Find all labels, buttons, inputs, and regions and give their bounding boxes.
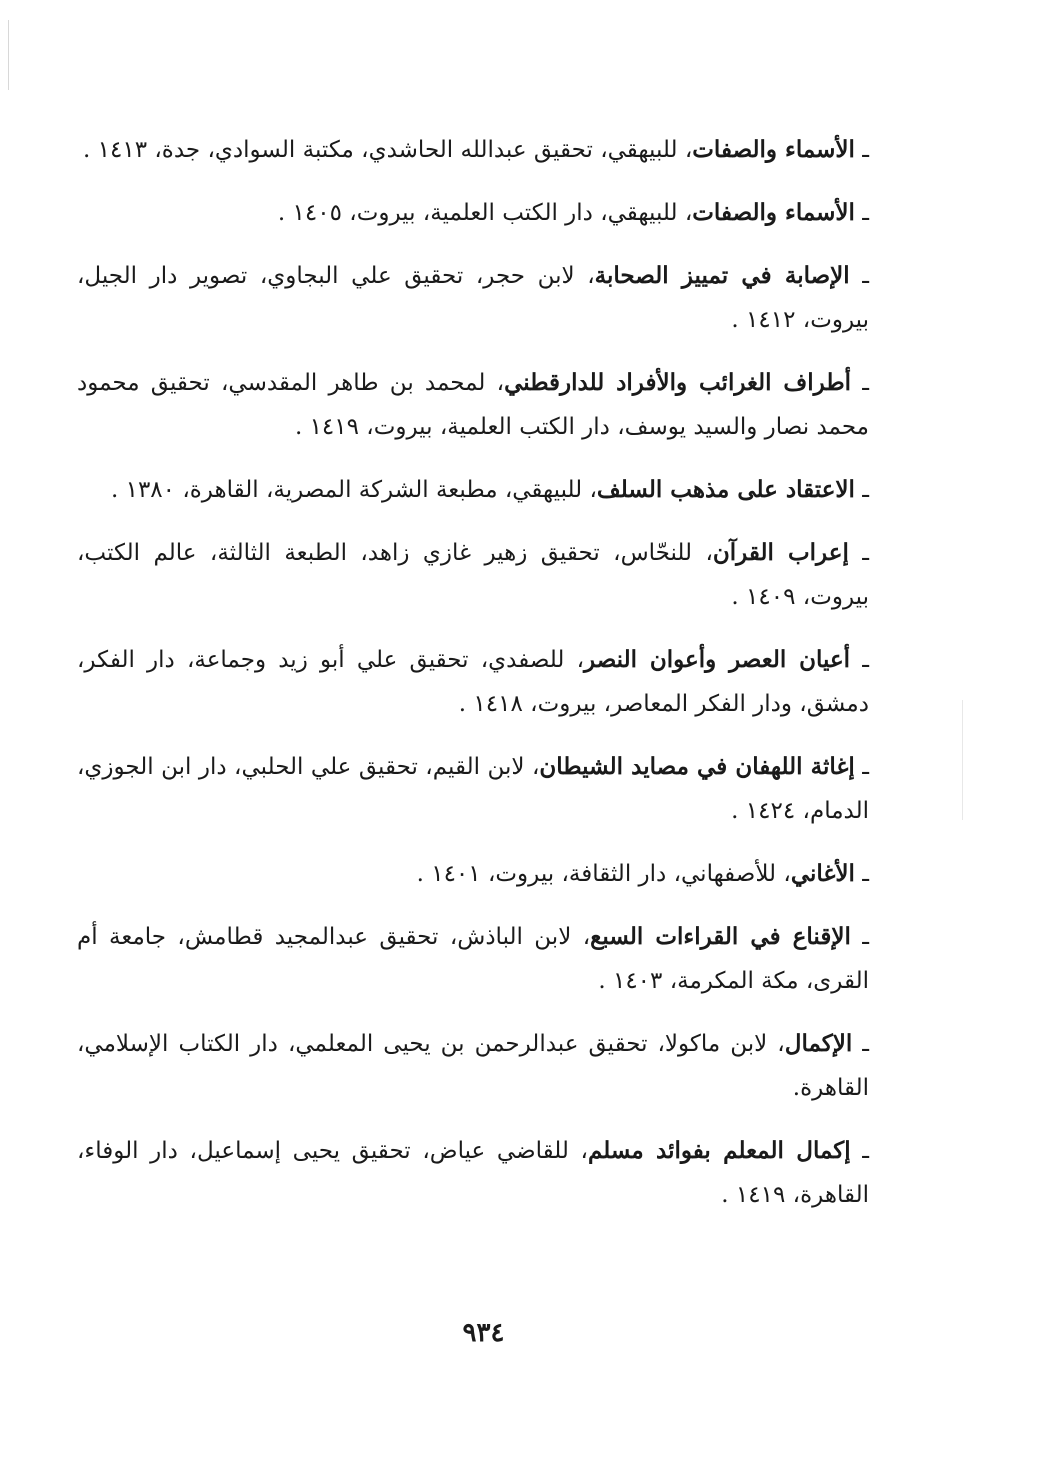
entry-details: ، للنحّاس، تحقيق زهير غازي زاهد، الطبعة الثالثة، عالم الكتب، بيروت، ١٤٠٩ . xyxy=(77,540,869,610)
entry-dash: ـ xyxy=(862,477,869,503)
entry-title: إكمال المعلم بفوائد مسلم xyxy=(587,1137,851,1164)
entry-dash: ـ xyxy=(862,861,869,887)
bibliography-entry xyxy=(77,1022,869,1110)
entry-title: الأسماء والصفات xyxy=(692,136,855,163)
entry-title: الإقناع في القراءات السبع xyxy=(590,923,851,950)
entry-dash: ـ xyxy=(862,1138,869,1164)
entry-details: ، لابن حجر، تحقيق علي البجاوي، تصوير دار الجيل، بيروت، ١٤١٢ . xyxy=(77,263,869,333)
bibliography-entry xyxy=(77,852,869,896)
entry-dash: ـ xyxy=(862,1031,869,1057)
bibliography-entry xyxy=(77,745,869,833)
entry-dash: ـ xyxy=(862,370,870,396)
bibliography-entry xyxy=(77,915,869,1003)
entry-title: إغاثة اللهفان في مصايد الشيطان xyxy=(539,753,855,780)
entry-details: ، للصفدي، تحقيق علي أبو زيد وجماعة، دار الفكر، دمشق، ودار الفكر المعاصر، بيروت، ١٤١٨ . xyxy=(77,647,869,717)
entry-dash: ـ xyxy=(862,200,869,226)
entry-dash: ـ xyxy=(862,754,870,780)
bibliography-entry xyxy=(77,191,869,235)
entry-title: الإصابة في تمييز الصحابة xyxy=(594,262,850,289)
scan-edge-mark xyxy=(962,700,963,820)
scan-edge-mark xyxy=(8,20,9,90)
entry-dash: ـ xyxy=(862,647,870,673)
entry-title: الاعتقاد على مذهب السلف xyxy=(596,476,855,503)
bibliography-entry xyxy=(77,128,869,172)
entry-details: ، للبيهقي، دار الكتب العلمية، بيروت، ١٤٠٥ . xyxy=(277,200,693,226)
entry-details: ، لابن الباذش، تحقيق عبدالمجيد قطامش، جامعة أم القرى، مكة المكرمة، ١٤٠٣ . xyxy=(77,924,869,994)
entry-dash: ـ xyxy=(862,924,869,950)
bibliography-entry xyxy=(77,531,869,619)
entry-dash: ـ xyxy=(862,263,869,289)
entry-title: إعراب القرآن xyxy=(712,539,849,566)
bibliography-entry xyxy=(77,361,869,449)
entry-details: ، لابن ماكولا، تحقيق عبدالرحمن بن يحيى المعلمي، دار الكتاب الإسلامي، القاهرة. xyxy=(77,1031,869,1101)
entry-dash: ـ xyxy=(862,137,869,163)
entry-details: ، للبيهقي، مطبعة الشركة المصرية، القاهرة، ١٣٨٠ . xyxy=(110,477,597,503)
entry-dash: ـ xyxy=(862,540,869,566)
entry-title: أعيان العصر وأعوان النصر xyxy=(584,646,851,673)
entry-title: الإكمال xyxy=(784,1030,853,1057)
entry-title: أطراف الغرائب والأفراد للدارقطني xyxy=(504,369,852,396)
page-number: ٩٣٤ xyxy=(462,1318,505,1348)
bibliography-entry xyxy=(77,638,869,726)
bibliography-entry xyxy=(77,254,869,342)
entry-details: ، للقاضي عياض، تحقيق يحيى إسماعيل، دار الوفاء، القاهرة، ١٤١٩ . xyxy=(77,1138,869,1208)
bibliography-entry xyxy=(77,1129,869,1217)
entry-title: الأغاني xyxy=(790,860,855,887)
entry-details: ، للبيهقي، تحقيق عبدالله الحاشدي، مكتبة السوادي، جدة، ١٤١٣ . xyxy=(83,137,693,163)
bibliography-list xyxy=(77,128,869,1236)
entry-details: ، لمحمد بن طاهر المقدسي، تحقيق محمود محمد نصار والسيد يوسف، دار الكتب العلمية، بيروت، ١٤١٩ . xyxy=(77,370,869,440)
entry-details: ، للأصفهاني، دار الثقافة، بيروت، ١٤٠١ . xyxy=(416,861,791,887)
entry-title: الأسماء والصفات xyxy=(692,199,855,226)
entry-details: ، لابن القيم، تحقيق علي الحلبي، دار ابن الجوزي، الدمام، ١٤٢٤ . xyxy=(77,754,869,824)
bibliography-entry xyxy=(77,468,869,512)
